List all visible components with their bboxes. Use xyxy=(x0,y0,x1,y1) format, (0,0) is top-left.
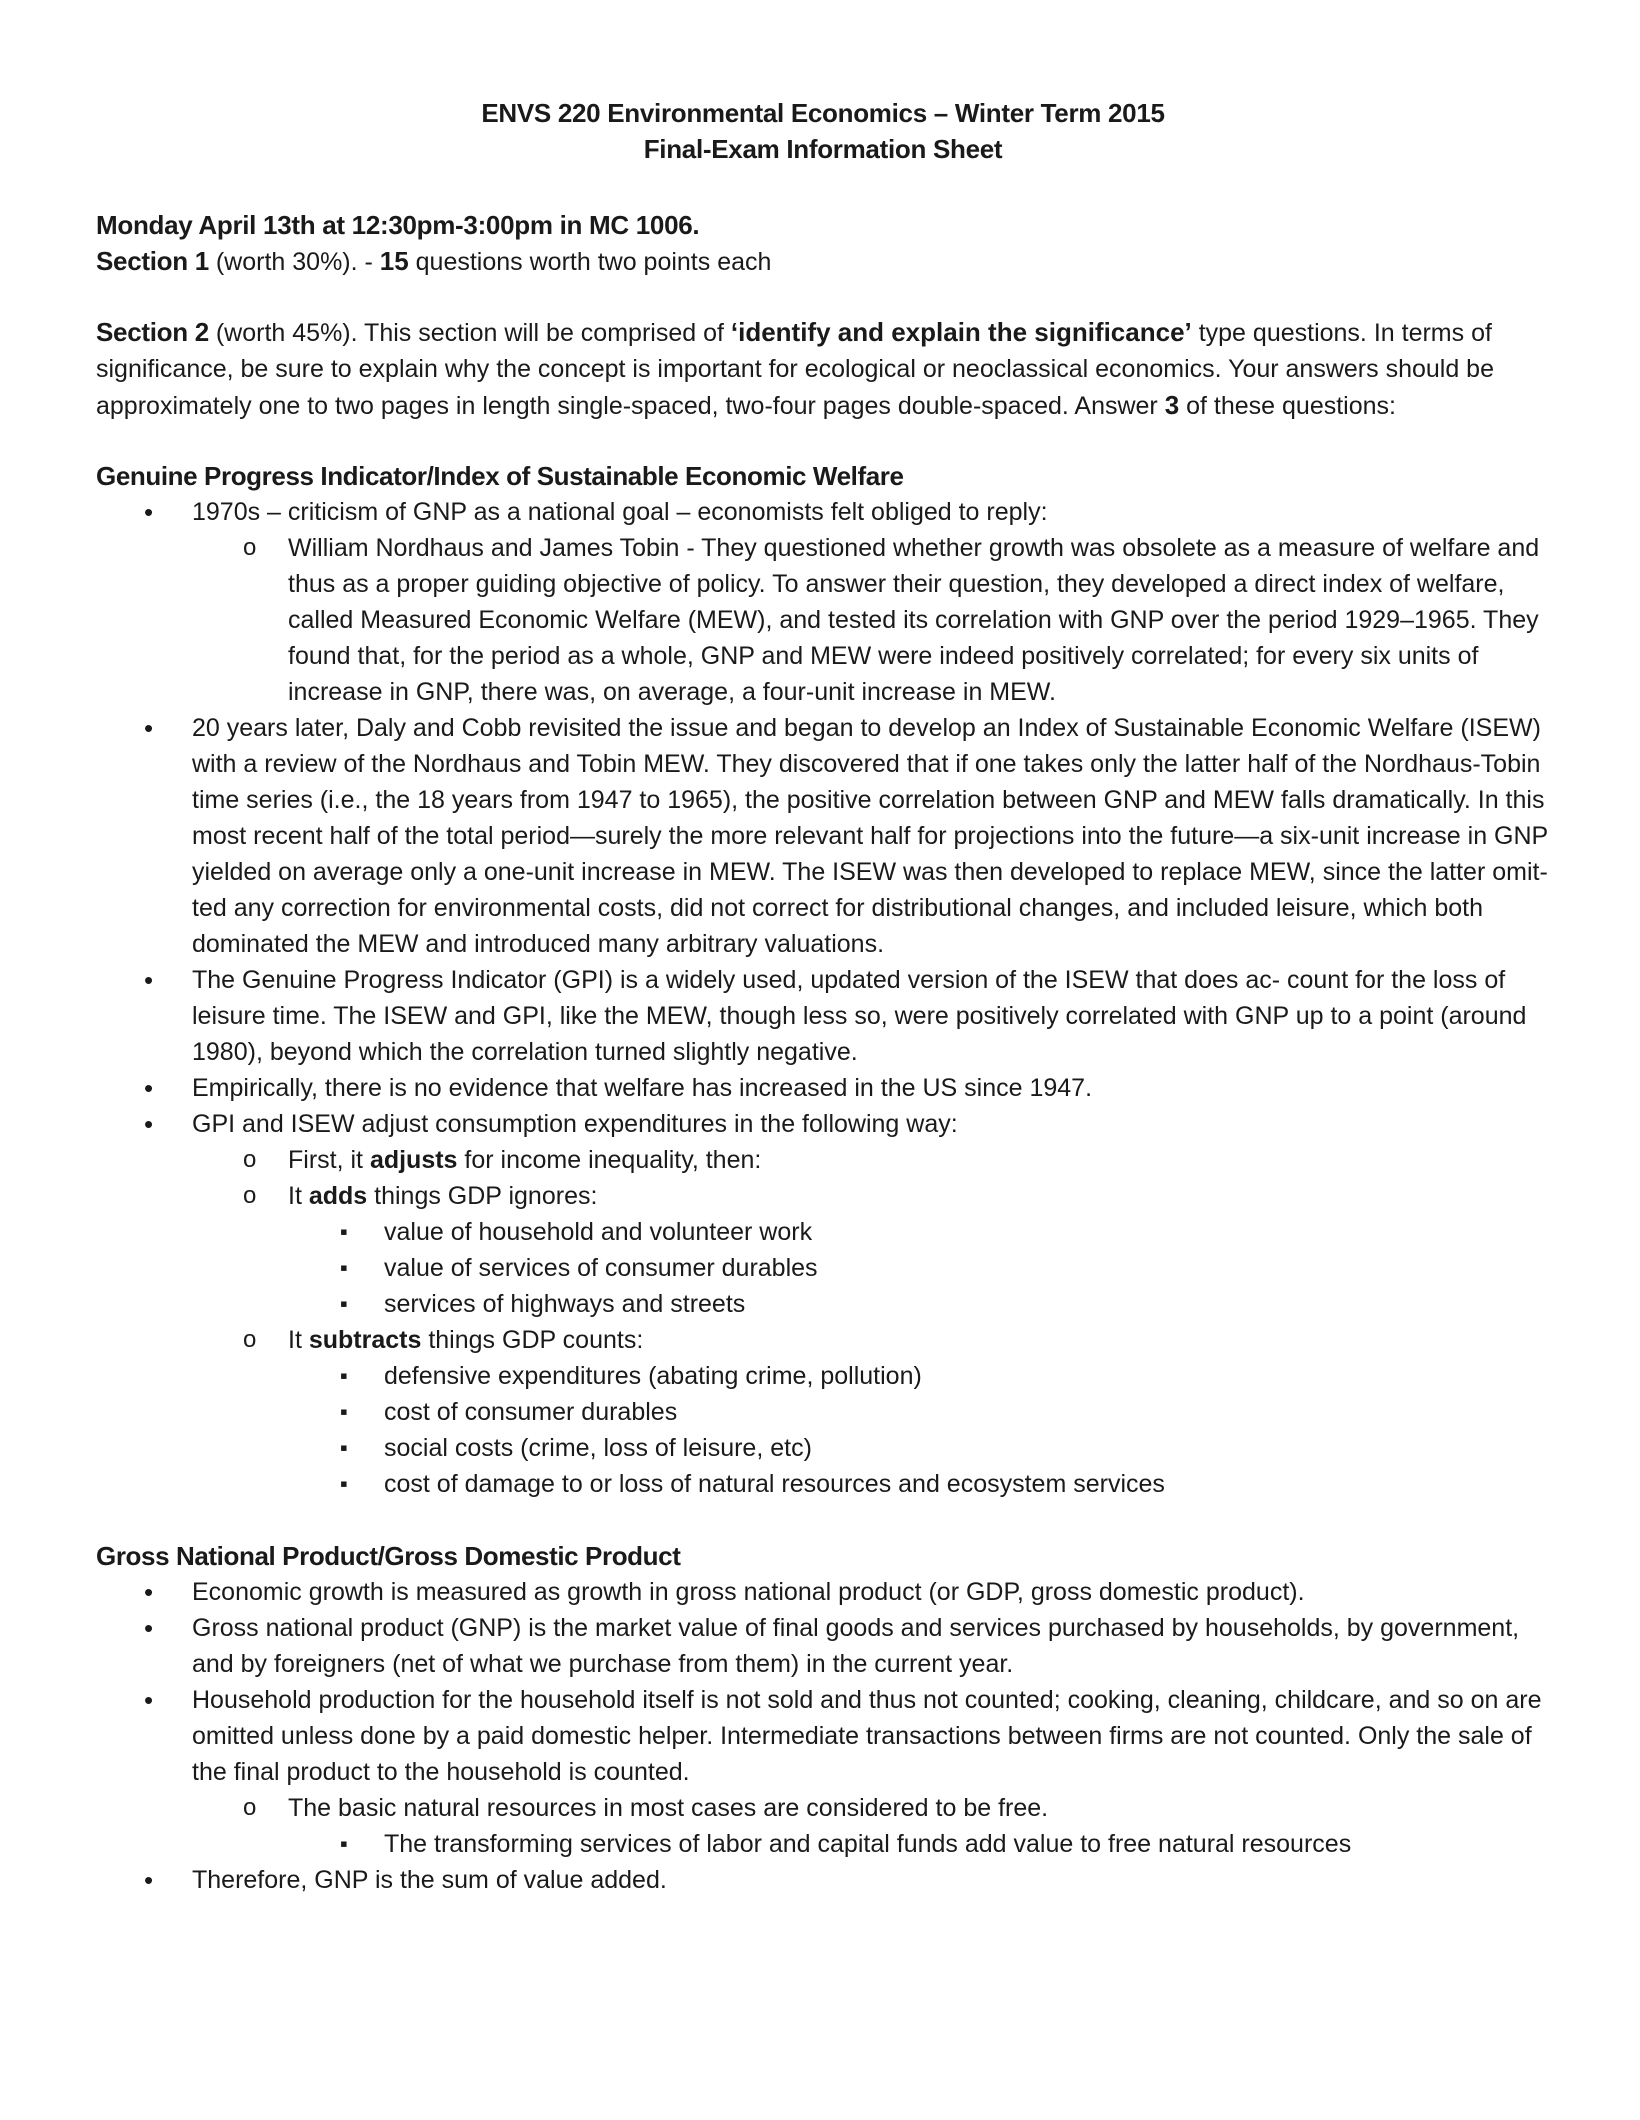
section-2-description xyxy=(96,314,1550,424)
gnp-sub-sub-list xyxy=(192,1826,1550,1862)
gnp-heading: Gross National Product/Gross Domestic Product xyxy=(96,1541,681,1571)
adds-list xyxy=(192,1214,1550,1322)
list-item xyxy=(96,1862,1550,1898)
gpi-adjust-list xyxy=(96,1142,1550,1502)
subtracts-keyword: subtracts xyxy=(308,1326,422,1354)
gpi-sub-list xyxy=(96,530,1550,710)
subtracts-text-post: things GDP counts: xyxy=(421,1326,644,1354)
list-item xyxy=(96,1682,1550,1862)
gnp-bullet-4: Therefore, GNP is the sum of value added. xyxy=(192,1866,667,1894)
adds-keyword: adds xyxy=(308,1182,368,1210)
list-item xyxy=(192,530,1550,710)
gpi-bullet-5: GPI and ISEW adjust consumption expenditures in the following way: xyxy=(192,1110,958,1138)
adjust-text-pre: First, it xyxy=(288,1146,370,1174)
adjust-text-post: for income inequality, then: xyxy=(457,1146,762,1174)
list-item xyxy=(96,710,1550,962)
section-2-emphasis: ‘identify and explain the significance’ xyxy=(730,317,1192,347)
gpi-bullet-list xyxy=(96,494,1550,1502)
list-item xyxy=(96,962,1550,1070)
list-item xyxy=(96,494,1550,710)
gpi-bullet-1: 1970s – criticism of GNP as a national goal – economists felt obliged to reply: xyxy=(192,498,1048,526)
document-header xyxy=(96,95,1550,167)
adjust-keyword: adjusts xyxy=(369,1146,458,1174)
list-item xyxy=(96,1574,1550,1610)
section-2-text-a: (worth 45%). This section will be comprised of xyxy=(208,319,731,347)
course-title: ENVS 220 Environmental Economics – Winter Term 2015 xyxy=(481,98,1165,128)
gpi-bullet-4: Empirically, there is no evidence that welfare has increased in the US since 1947. xyxy=(192,1074,1093,1102)
gnp-natural-resources: The basic natural resources in most cases are considered to be free. xyxy=(288,1794,1049,1822)
subtracts-text-pre: It xyxy=(288,1326,309,1354)
section-1-description xyxy=(96,243,1550,280)
gpi-heading: Genuine Progress Indicator/Index of Sustainable Economic Welfare xyxy=(96,461,904,491)
list-item xyxy=(96,1610,1550,1682)
list-item xyxy=(192,1178,1550,1322)
list-item: ▪ cost of damage to or loss of natural resources and ecosystem services xyxy=(288,1466,1550,1502)
sheet-title: Final-Exam Information Sheet xyxy=(643,134,1003,164)
section-2-label: Section 2 xyxy=(96,317,209,347)
subtracts-list xyxy=(192,1358,1550,1502)
gnp-bullet-2: Gross national product (GNP) is the market value of final goods and services purchased by households, by government, and by foreigners (net of what we purchase from them) in the current year. xyxy=(192,1614,1520,1678)
gpi-nordhaus-tobin: William Nordhaus and James Tobin - They questioned whether growth was obsolete as a measure of welfare and thus as a proper guiding objective of policy. To answer their question, they developed a direct index of welfare, called Measured Economic Welfare (MEW), and tested its correlation with GNP over the period 1929–1965. They found that, for the period as a whole, GNP and MEW were indeed positively correlated; for every six units of increase in GNP, there was, on average, a four-unit increase in MEW. xyxy=(288,534,1540,706)
list-item: ▪ The transforming services of labor and capital funds add value to free natural resources xyxy=(288,1826,1550,1862)
list-item: ▪ defensive expenditures (abating crime, pollution) xyxy=(288,1358,1550,1394)
list-item: ▪ social costs (crime, loss of leisure, etc) xyxy=(288,1430,1550,1466)
section-2-count: 3 xyxy=(1164,390,1180,420)
section-2-text-b: type questions. In terms of significance, be sure to explain why the concept is important for ecological or neoclassical economics. Your answers should be approximately one to two pages in length single-spaced, two-four pages double-spaced. Answer xyxy=(96,319,1494,420)
adds-text-pre: It xyxy=(288,1182,309,1210)
section-1-label: Section 1 xyxy=(96,246,209,276)
gnp-bullet-list xyxy=(96,1574,1550,1898)
section-1-count: 15 xyxy=(379,246,409,276)
section-1-text-b: questions worth two points each xyxy=(408,248,772,276)
list-item xyxy=(192,1142,1550,1178)
gnp-bullet-3: Household production for the household itself is not sold and thus not counted; cooking, cleaning, childcare, and so on are omitted unless done by a paid domestic helper. Intermediate transactions between firms are not counted. Only the sale of the final product to the household is counted. xyxy=(192,1686,1542,1786)
list-item: ▪ services of highways and streets xyxy=(288,1286,1550,1322)
list-item xyxy=(192,1322,1550,1502)
list-item xyxy=(192,1790,1550,1862)
section-2-text-c: of these questions: xyxy=(1179,392,1396,420)
gpi-bullet-3: The Genuine Progress Indicator (GPI) is a widely used, updated version of the ISEW that does ac- count for the loss of leisure time. The ISEW and GPI, like the MEW, though less so, were positively correlated with GNP up to a point (around 1980), beyond which the correlation turned slightly negative. xyxy=(192,966,1527,1066)
section-1-text-a: (worth 30%). - xyxy=(208,248,380,276)
exam-time-location: Monday April 13th at 12:30pm-3:00pm in MC 1006. xyxy=(96,210,700,240)
gnp-sub-list xyxy=(96,1790,1550,1862)
gnp-bullet-1: Economic growth is measured as growth in gross national product (or GDP, gross domestic product). xyxy=(192,1578,1305,1606)
list-item xyxy=(96,1070,1550,1106)
gpi-bullet-2: 20 years later, Daly and Cobb revisited the issue and began to develop an Index of Sustainable Economic Welfare (ISEW) with a review of the Nordhaus and Tobin MEW. They discovered that if one takes only the latter half of the Nordhaus-Tobin time series (i.e., the 18 years from 1947 to 1965), the positive correlation between GNP and MEW falls dramatically. In this most recent half of the total period—surely the more relevant half for projections into the future—a six-unit increase in GNP yielded on average only a one-unit increase in MEW. The ISEW was then developed to replace MEW, since the latter omit- ted any correction for environmental costs, did not correct for distributional changes, and included leisure, which both dominated the MEW and introduced many arbitrary valuations. xyxy=(192,714,1548,958)
list-item xyxy=(96,1106,1550,1502)
list-item: ▪ value of household and volunteer work xyxy=(288,1214,1550,1250)
list-item: ▪ cost of consumer durables xyxy=(288,1394,1550,1430)
adds-text-post: things GDP ignores: xyxy=(367,1182,598,1210)
list-item: ▪ value of services of consumer durables xyxy=(288,1250,1550,1286)
